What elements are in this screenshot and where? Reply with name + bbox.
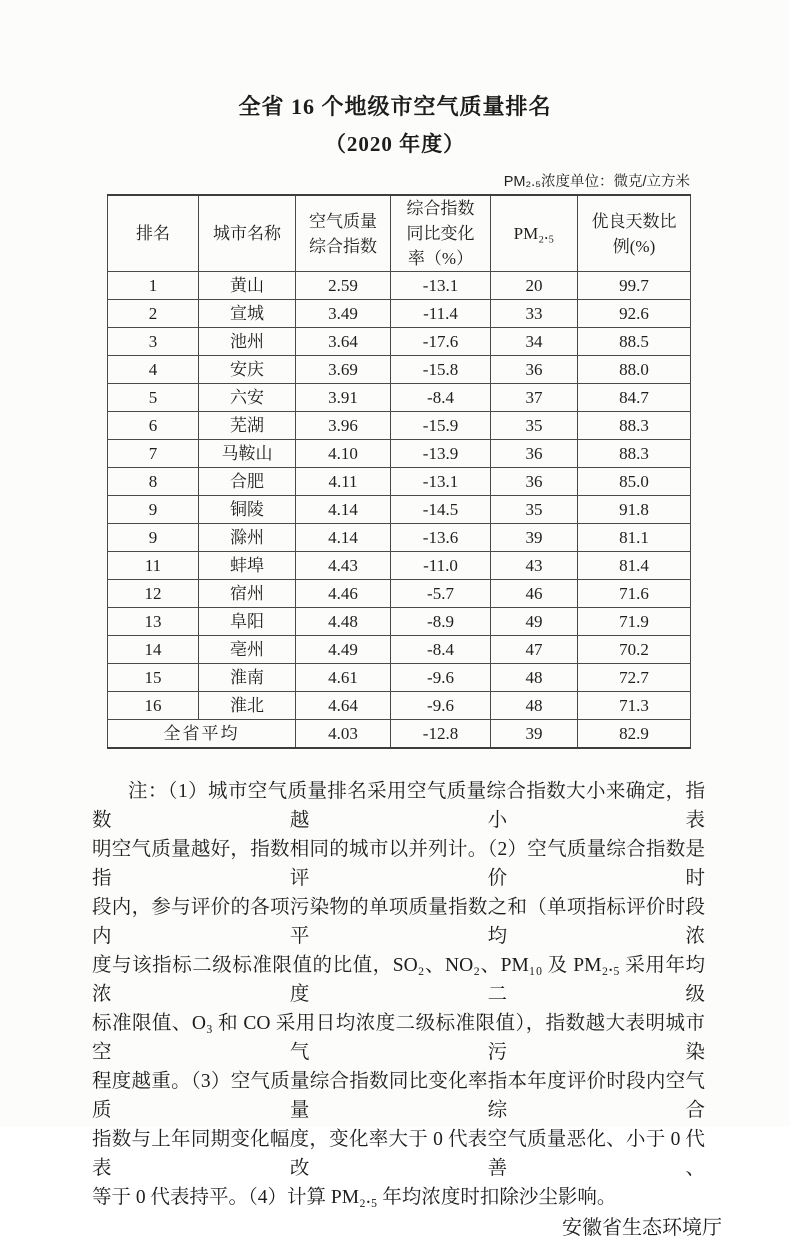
table-cell: 9 xyxy=(108,496,199,524)
table-cell: 36 xyxy=(491,440,578,468)
table-cell: -11.4 xyxy=(391,300,491,328)
table-row xyxy=(108,468,691,496)
table-cell: 88.5 xyxy=(578,328,691,356)
table-cell: 35 xyxy=(491,412,578,440)
table-row xyxy=(108,552,691,580)
table-cell: 8 xyxy=(108,468,199,496)
note-line: 等于 0 代表持平。（4）计算 PM₂.₅ 年均浓度时扣除沙尘影响。 xyxy=(92,1187,617,1208)
table-cell: 4.43 xyxy=(296,552,391,580)
table-cell: 14 xyxy=(108,636,199,664)
table-cell: 36 xyxy=(491,356,578,384)
table-cell: 池州 xyxy=(199,328,296,356)
table-cell: 91.8 xyxy=(578,496,691,524)
table-cell: -9.6 xyxy=(391,692,491,720)
table-row xyxy=(108,496,691,524)
note-line: 注：（1）城市空气质量排名采用空气质量综合指数大小来确定，指数越小表 xyxy=(92,781,705,831)
table-cell: 合肥 xyxy=(199,468,296,496)
table-row xyxy=(108,664,691,692)
table-cell: 4.64 xyxy=(296,692,391,720)
table-cell: 39 xyxy=(491,720,578,749)
table-cell: 1 xyxy=(108,272,199,300)
table-row xyxy=(108,300,691,328)
table-cell: 亳州 xyxy=(199,636,296,664)
table-cell: 5 xyxy=(108,384,199,412)
table-cell: 3.64 xyxy=(296,328,391,356)
table-cell: 92.6 xyxy=(578,300,691,328)
table-cell: -8.9 xyxy=(391,608,491,636)
table-cell: -13.1 xyxy=(391,468,491,496)
table-row xyxy=(108,524,691,552)
table-cell: 4.14 xyxy=(296,524,391,552)
table-cell: 88.3 xyxy=(578,412,691,440)
table-cell: 72.7 xyxy=(578,664,691,692)
unit-note: PM₂.₅浓度单位：微克/立方米 xyxy=(503,174,690,190)
page-subtitle: （2020 年度） xyxy=(324,132,466,156)
table-cell: 6 xyxy=(108,412,199,440)
table-cell: 11 xyxy=(108,552,199,580)
table-cell: 3.91 xyxy=(296,384,391,412)
table-cell: -11.0 xyxy=(391,552,491,580)
table-body xyxy=(108,272,691,749)
table-header-row xyxy=(108,195,691,272)
table-cell: -8.4 xyxy=(391,384,491,412)
table-cell: 71.9 xyxy=(578,608,691,636)
table-cell: 滁州 xyxy=(199,524,296,552)
table-cell: -14.5 xyxy=(391,496,491,524)
table-cell: 4.10 xyxy=(296,440,391,468)
table-cell: 2 xyxy=(108,300,199,328)
table-row xyxy=(108,356,691,384)
table-cell: 84.7 xyxy=(578,384,691,412)
table-cell: 3.69 xyxy=(296,356,391,384)
table-cell: 43 xyxy=(491,552,578,580)
table-cell: 3 xyxy=(108,328,199,356)
table-cell: 12 xyxy=(108,580,199,608)
table-cell: 4.61 xyxy=(296,664,391,692)
table-row xyxy=(108,412,691,440)
table-cell: 70.2 xyxy=(578,636,691,664)
note-line: 明空气质量越好，指数相同的城市以并列计。（2）空气质量综合指数是指评价时 xyxy=(92,839,705,889)
column-header: 空气质量综合指数 xyxy=(296,195,391,272)
table-cell: 4.49 xyxy=(296,636,391,664)
table-cell: 71.6 xyxy=(578,580,691,608)
table-cell: -15.9 xyxy=(391,412,491,440)
table-cell: 4.46 xyxy=(296,580,391,608)
table-cell: 淮北 xyxy=(199,692,296,720)
table-cell: 39 xyxy=(491,524,578,552)
table-row xyxy=(108,580,691,608)
table-cell: 88.3 xyxy=(578,440,691,468)
note-line: 度与该指标二级标准限值的比值，SO₂、NO₂、PM₁₀ 及 PM₂.₅ 采用年均浓度二级 xyxy=(92,955,705,1005)
table-cell: 15 xyxy=(108,664,199,692)
table-cell: 81.4 xyxy=(578,552,691,580)
table-cell: 4.14 xyxy=(296,496,391,524)
table-cell: 宿州 xyxy=(199,580,296,608)
table-footer-row xyxy=(108,720,691,749)
column-header: 排名 xyxy=(108,195,199,272)
table-row xyxy=(108,440,691,468)
table-cell: 芜湖 xyxy=(199,412,296,440)
table-cell: 4.11 xyxy=(296,468,391,496)
table-cell: -5.7 xyxy=(391,580,491,608)
table-cell: 36 xyxy=(491,468,578,496)
table-cell: -9.6 xyxy=(391,664,491,692)
table-row xyxy=(108,608,691,636)
table-cell: 48 xyxy=(491,692,578,720)
table-cell: -8.4 xyxy=(391,636,491,664)
signature: 安徽省生态环境厅 xyxy=(562,1217,722,1239)
table-cell: 蚌埠 xyxy=(199,552,296,580)
table-cell: 3.49 xyxy=(296,300,391,328)
table-cell: 85.0 xyxy=(578,468,691,496)
column-header: 综合指数同比变化率（%） xyxy=(391,195,491,272)
column-header: PM₂.₅ xyxy=(491,195,578,272)
table-cell: 4 xyxy=(108,356,199,384)
table-cell: 3.96 xyxy=(296,412,391,440)
table-cell: 六安 xyxy=(199,384,296,412)
table-cell: 49 xyxy=(491,608,578,636)
table-cell: 99.7 xyxy=(578,272,691,300)
table-cell: 9 xyxy=(108,524,199,552)
page-title: 全省 16 个地级市空气质量排名 xyxy=(238,94,552,119)
table-cell: -13.6 xyxy=(391,524,491,552)
table-cell: 宣城 xyxy=(199,300,296,328)
table-cell: 37 xyxy=(491,384,578,412)
table-cell: 35 xyxy=(491,496,578,524)
table-row xyxy=(108,272,691,300)
table-cell: 13 xyxy=(108,608,199,636)
table-cell: 46 xyxy=(491,580,578,608)
table-cell: 82.9 xyxy=(578,720,691,749)
table-row xyxy=(108,636,691,664)
table-cell: 71.3 xyxy=(578,692,691,720)
table-cell: 7 xyxy=(108,440,199,468)
table-cell: 阜阳 xyxy=(199,608,296,636)
average-label-cell: 全省平均 xyxy=(108,720,296,749)
notes-block xyxy=(92,777,705,1212)
table-cell: 88.0 xyxy=(578,356,691,384)
note-line: 指数与上年同期变化幅度，变化率大于 0 代表空气质量恶化、小于 0 代表改善、 xyxy=(92,1129,705,1179)
table-cell: 马鞍山 xyxy=(199,440,296,468)
table-cell: 铜陵 xyxy=(199,496,296,524)
table-cell: -13.1 xyxy=(391,272,491,300)
table-cell: 4.03 xyxy=(296,720,391,749)
table-cell: 黄山 xyxy=(199,272,296,300)
table-row xyxy=(108,328,691,356)
table-cell: 34 xyxy=(491,328,578,356)
column-header: 优良天数比例(%) xyxy=(578,195,691,272)
table-cell: -12.8 xyxy=(391,720,491,749)
table-cell: 16 xyxy=(108,692,199,720)
table-cell: 33 xyxy=(491,300,578,328)
table-cell: 安庆 xyxy=(199,356,296,384)
table-cell: 48 xyxy=(491,664,578,692)
table-cell: 2.59 xyxy=(296,272,391,300)
note-line: 程度越重。（3）空气质量综合指数同比变化率指本年度评价时段内空气质量综合 xyxy=(92,1071,705,1121)
table-row xyxy=(108,384,691,412)
table-cell: 4.48 xyxy=(296,608,391,636)
table-cell: 20 xyxy=(491,272,578,300)
table-cell: 81.1 xyxy=(578,524,691,552)
note-line: 标准限值、O₃ 和 CO 采用日均浓度二级标准限值），指数越大表明城市空气污染 xyxy=(92,1013,705,1063)
note-line: 段内，参与评价的各项污染物的单项质量指数之和（单项指标评价时段内平均浓 xyxy=(92,897,705,947)
table-cell: -17.6 xyxy=(391,328,491,356)
table-row xyxy=(108,692,691,720)
table-cell: 淮南 xyxy=(199,664,296,692)
table-cell: 47 xyxy=(491,636,578,664)
column-header: 城市名称 xyxy=(199,195,296,272)
table-cell: -13.9 xyxy=(391,440,491,468)
air-quality-ranking-table xyxy=(107,194,691,749)
table-cell: -15.8 xyxy=(391,356,491,384)
